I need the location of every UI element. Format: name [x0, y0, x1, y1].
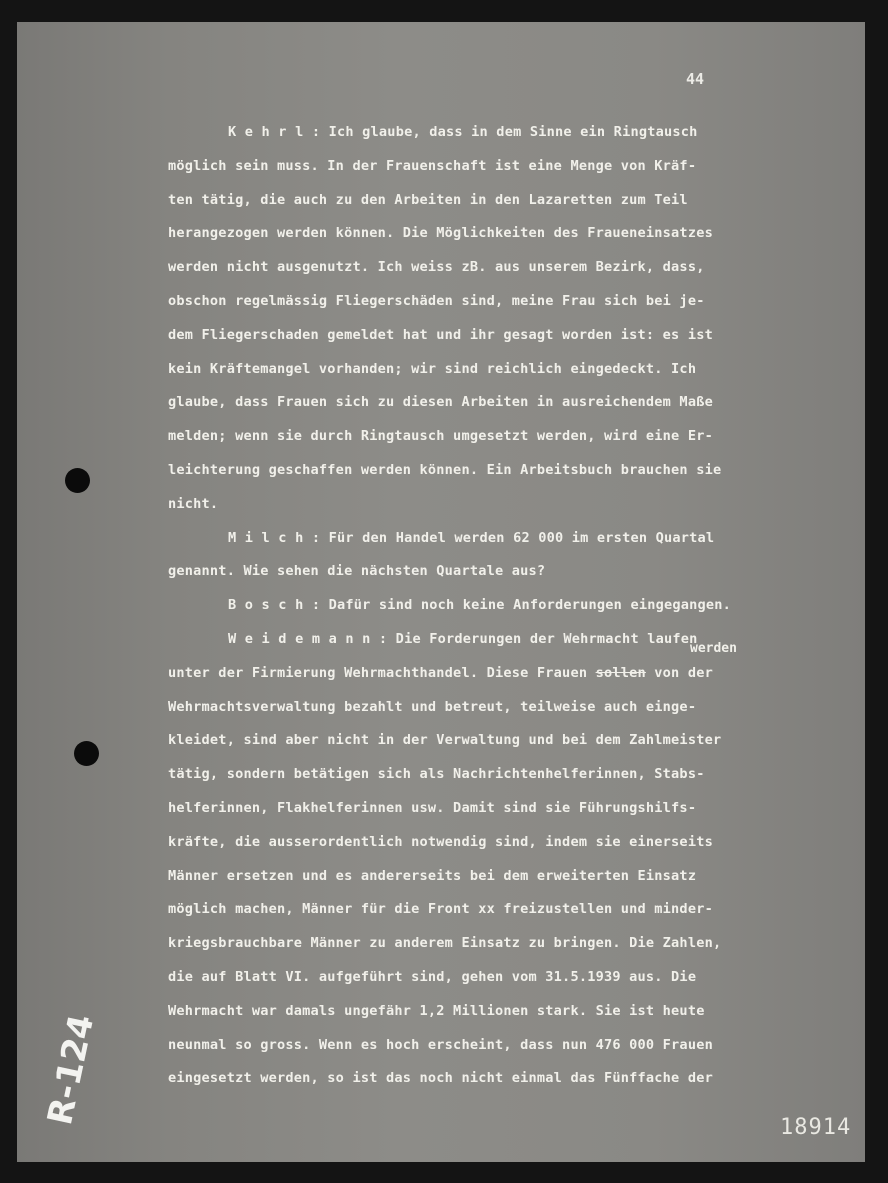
line-text: Wehrmacht war damals ungefähr 1,2 Millionen stark. Sie ist heute	[168, 1002, 705, 1019]
line-text: Wehrmachtsverwaltung bezahlt und betreut, teilweise auch einge-	[168, 698, 697, 715]
text-line	[168, 691, 858, 725]
text-line	[168, 961, 858, 995]
line-text: : Die Forderungen der Wehrmacht laufen	[370, 630, 698, 647]
line-text: kriegsbrauchbare Männer zu anderem Einsatz zu bringen. Die Zahlen,	[168, 935, 722, 952]
text-line	[168, 285, 858, 319]
text-line	[168, 623, 858, 657]
line-text: tätig, sondern betätigen sich als Nachrichtenhelferinnen, Stabs-	[168, 766, 705, 783]
punch-hole-bottom	[74, 741, 99, 766]
line-text: möglich machen, Männer für die Front xx freizustellen und minder-	[168, 901, 713, 918]
line-text: möglich sein muss. In der Frauenschaft ist eine Menge von Kräf-	[168, 157, 697, 174]
text-line	[168, 319, 858, 353]
text-line	[168, 927, 858, 961]
line-text: : Für den Handel werden 62 000 im ersten Quartal	[303, 529, 715, 546]
text-line	[168, 724, 858, 758]
line-text: neunmal so gross. Wenn es hoch erscheint, dass nun 476 000 Frauen	[168, 1036, 713, 1053]
page-number: 44	[686, 70, 705, 88]
text-line	[168, 893, 858, 927]
text-line	[168, 792, 858, 826]
speaker-name: K e h r l	[228, 124, 304, 140]
handwritten-document-code: R-124	[40, 1011, 103, 1129]
text-line	[168, 488, 858, 522]
punch-hole-top	[65, 468, 90, 493]
line-text: Männer ersetzen und es andererseits bei dem erweiterten Einsatz	[168, 867, 697, 884]
line-text: leichterung geschaffen werden können. Ein Arbeitsbuch brauchen sie	[168, 461, 722, 478]
line-text: : Ich glaube, dass in dem Sinne ein Ringtausch	[303, 124, 698, 140]
line-text: kein Kräftemangel vorhanden; wir sind reichlich eingedeckt. Ich	[168, 360, 697, 377]
text-line	[168, 386, 858, 420]
line-text: werden nicht ausgenutzt. Ich weiss zB. aus unserem Bezirk, dass,	[168, 259, 705, 276]
speaker-name: M i l c h	[228, 529, 304, 546]
line-text: helferinnen, Flakhelferinnen usw. Damit sind sie Führungshilfs-	[168, 799, 697, 816]
text-line	[168, 995, 858, 1029]
line-text: von der	[645, 664, 713, 681]
line-text: ten tätig, die auch zu den Arbeiten in den Lazaretten zum Teil	[168, 191, 688, 208]
line-text: dem Fliegerschaden gemeldet hat und ihr gesagt worden ist: es ist	[168, 326, 713, 343]
line-text: eingesetzt werden, so ist das noch nicht einmal das Fünffache der	[168, 1070, 713, 1087]
line-text: kleidet, sind aber nicht in der Verwaltung und bei dem Zahlmeister	[168, 732, 722, 749]
text-line	[168, 657, 858, 691]
speaker-name: W e i d e m a n n	[228, 630, 371, 647]
line-text: unter der Firmierung Wehrmachthandel. Diese Frauen	[168, 664, 596, 681]
text-line	[168, 150, 858, 184]
line-text: kräfte, die ausserordentlich notwendig sind, indem sie einerseits	[168, 833, 713, 850]
text-line	[168, 1062, 858, 1096]
text-line	[168, 116, 858, 150]
line-text: melden; wenn sie durch Ringtausch umgesetzt werden, wird eine Er-	[168, 428, 713, 445]
text-line	[168, 1029, 858, 1063]
handwritten-insertion: werden	[690, 641, 737, 656]
text-line	[168, 454, 858, 488]
line-text: genannt. Wie sehen die nächsten Quartale aus?	[168, 563, 546, 580]
text-line	[168, 589, 858, 623]
text-line	[168, 555, 858, 589]
speaker-name: B o s c h	[228, 597, 304, 614]
text-line	[168, 522, 858, 556]
line-text: nicht.	[168, 495, 219, 512]
text-line	[168, 420, 858, 454]
transcript-text	[168, 116, 858, 1096]
line-text: : Dafür sind noch keine Anforderungen eingegangen.	[303, 597, 732, 614]
archive-stamp: 18914	[780, 1115, 852, 1140]
line-text: obschon regelmässig Fliegerschäden sind, meine Frau sich bei je-	[168, 292, 705, 309]
text-line	[168, 826, 858, 860]
text-line	[168, 251, 858, 285]
text-line	[168, 860, 858, 894]
line-text: herangezogen werden können. Die Möglichkeiten des Fraueneinsatzes	[168, 225, 713, 242]
line-text: die auf Blatt VI. aufgeführt sind, gehen vom 31.5.1939 aus. Die	[168, 968, 697, 985]
text-line	[168, 184, 858, 218]
text-line	[168, 353, 858, 387]
text-line	[168, 758, 858, 792]
struck-word: sollen	[595, 664, 646, 681]
line-text: glaube, dass Frauen sich zu diesen Arbeiten in ausreichendem Maße	[168, 394, 713, 411]
text-line	[168, 217, 858, 251]
